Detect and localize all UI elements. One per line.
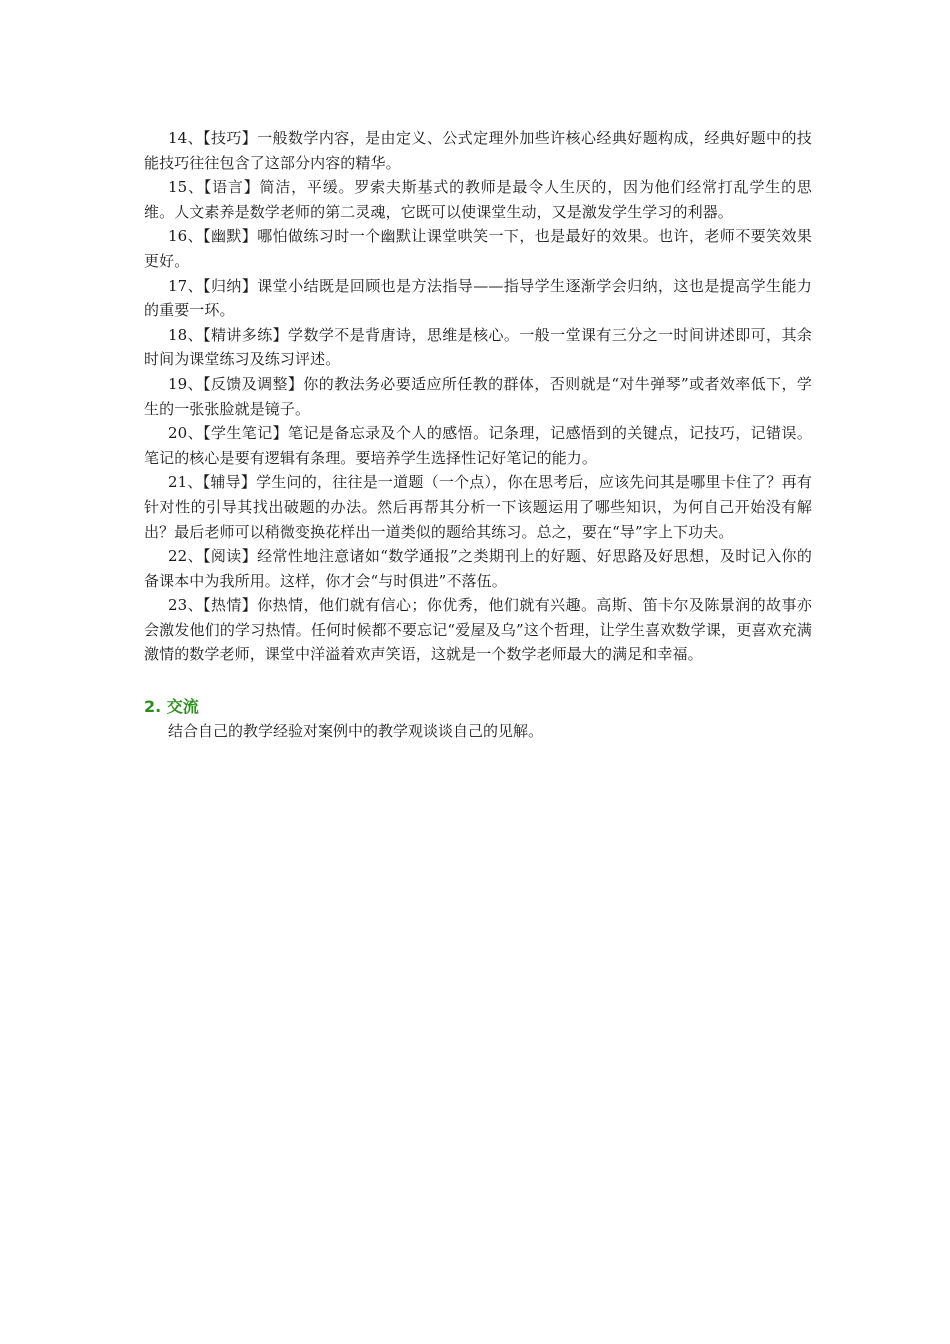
- list-item: 18、【精讲多练】学数学不是背唐诗，思维是核心。一般一堂课有三分之一时间讲述即可，其余时间为课堂练习及练习评述。: [144, 325, 812, 369]
- list-item: 14、【技巧】一般数学内容，是由定义、公式定理外加些许核心经典好题构成，经典好题中的技能技巧往往包含了这部分内容的精华。: [144, 129, 812, 172]
- list-item: 21、【辅导】学生问的，往往是一道题（一个点），你在思考后，应该先问其是哪里卡住了？再有针对性的引导其找出破题的办法。然后再帮其分析一下该题运用了哪些知识，为何自己开始没有解出？最后老师可以稍微变换花样出一道类似的题给其练习。总之，要在“导”字上下功夫。: [144, 473, 812, 541]
- list-item: 19、【反馈及调整】你的教法务必要适应所任教的群体，否则就是“对牛弹琴”或者效率低下，学生的一张张脸就是镜子。: [144, 374, 812, 418]
- list-item: 22、【阅读】经常性地注意诸如“数学通报”之类期刊上的好题、好思路及好思想，及时记入你的备课本中为我所用。这样，你才会“与时俱进”不落伍。: [144, 547, 812, 590]
- section-body: 结合自己的教学经验对案例中的教学观谈谈自己的见解。: [168, 722, 544, 741]
- list-item: 15、【语言】简洁，平缓。罗索夫斯基式的教师是最令人生厌的，因为他们经常打乱学生的思维。人文素养是数学老师的第二灵魂，它既可以使课堂生动，又是激发学生学习的利器。: [144, 178, 812, 221]
- list-item: 20、【学生笔记】笔记是备忘录及个人的感悟。记条理，记感悟到的关键点，记技巧，记错误。笔记的核心是要有逻辑有条理。要培养学生选择性记好笔记的能力。: [144, 424, 812, 467]
- list-item: 16、【幽默】哪怕做练习时一个幽默让课堂哄笑一下，也是最好的效果。也许，老师不要笑效果更好。: [144, 227, 812, 270]
- section-heading: 2. 交流: [144, 697, 199, 717]
- list-item: 23、【热情】你热情，他们就有信心；你优秀，他们就有兴趣。高斯、笛卡尔及陈景润的故事亦会激发他们的学习热情。任何时候都不要忘记“爱屋及乌”这个哲理，让学生喜欢数学课，更喜欢充满激情的数学老师，课堂中洋溢着欢声笑语，这就是一个数学老师最大的满足和幸福。: [144, 596, 812, 664]
- list-item: 17、【归纳】课堂小结既是回顾也是方法指导——指导学生逐渐学会归纳，这也是提高学生能力的重要一环。: [144, 276, 812, 320]
- document-page: [144, 126, 812, 744]
